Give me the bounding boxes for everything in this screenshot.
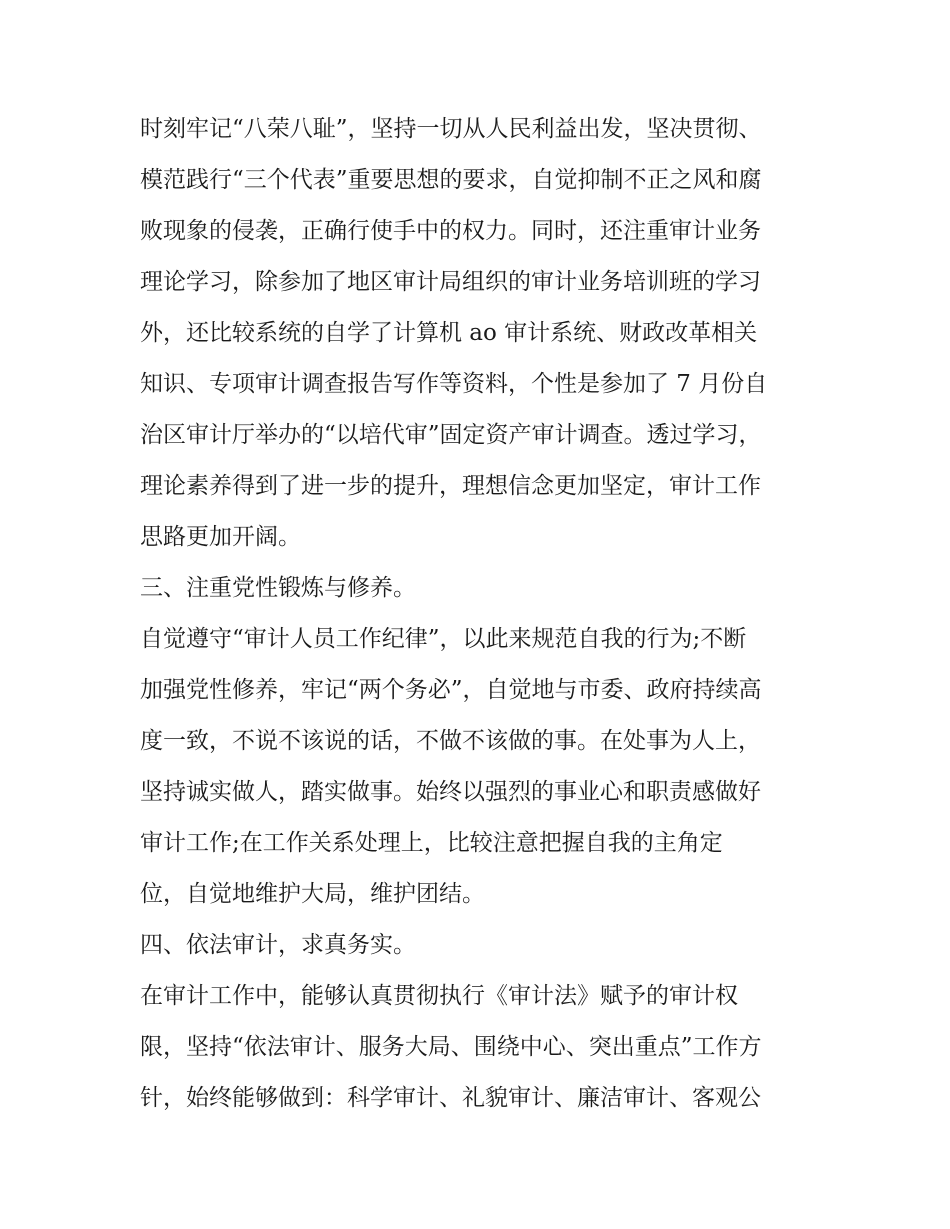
text-line: 治区审计厅举办的“以培代审”固定资产审计调查。透过学习， <box>140 422 762 448</box>
text-line: 思路更加开阔。 <box>140 524 301 550</box>
text-line: 在审计工作中，能够认真贯彻执行《审计法》赋予的审计权 <box>140 983 738 1009</box>
text-line: 审计工作;在工作关系处理上，比较注意把握自我的主角定 <box>140 830 723 856</box>
text-line: 知识、专项审计调查报告写作等资料，个性是参加了 7 月份自 <box>140 371 768 397</box>
text-line: 时刻牢记“八荣八耻”，坚持一切从人民利益出发，坚决贯彻、 <box>140 116 762 142</box>
text-line: 坚持诚实做人，踏实做事。始终以强烈的事业心和职责感做好 <box>140 779 761 805</box>
text-line: 理论学习，除参加了地区审计局组织的审计业务培训班的学习 <box>140 269 761 295</box>
text-line: 外，还比较系统的自学了计算机 ao 审计系统、财政改革相关 <box>140 320 758 346</box>
text-line: 针，始终能够做到：科学审计、礼貌审计、廉洁审计、客观公 <box>140 1085 761 1111</box>
text-line: 败现象的侵袭，正确行使手中的权力。同时，还注重审计业务 <box>140 218 761 244</box>
text-line: 位，自觉地维护大局，维护团结。 <box>140 881 485 907</box>
section-heading: 三、注重党性锻炼与修养。 <box>140 575 416 601</box>
text-line: 度一致，不说不该说的话，不做不该做的事。在处事为人上， <box>140 728 761 754</box>
text-line: 自觉遵守“审计人员工作纪律”，以此来规范自我的行为;不断 <box>140 626 747 652</box>
text-line: 理论素养得到了进一步的提升，理想信念更加坚定，审计工作 <box>140 473 761 499</box>
text-line: 限，坚持“依法审计、服务大局、围绕中心、突出重点”工作方 <box>140 1034 762 1060</box>
text-line: 模范践行“三个代表”重要思想的要求，自觉抑制不正之风和腐 <box>140 167 762 193</box>
body-text <box>140 104 820 1124</box>
section-heading: 四、依法审计，求真务实。 <box>140 932 416 958</box>
text-line: 加强党性修养，牢记“两个务必”，自觉地与市委、政府持续高 <box>140 677 762 703</box>
